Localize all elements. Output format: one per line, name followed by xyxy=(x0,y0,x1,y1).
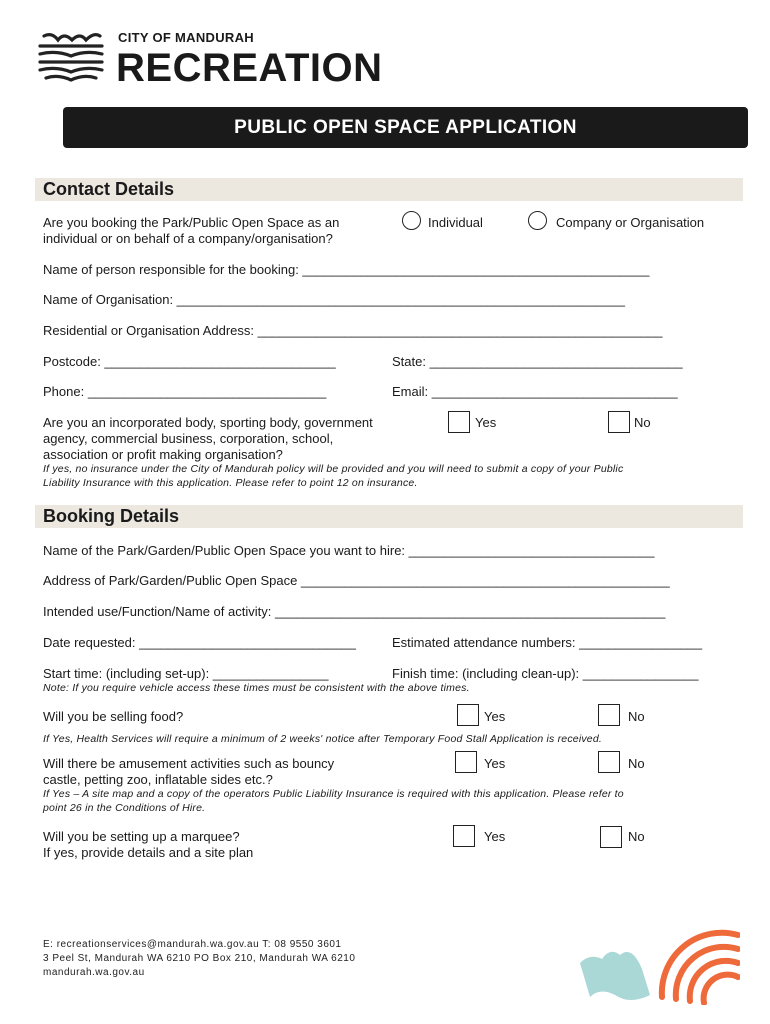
postcode-field[interactable]: Postcode: ________________________________ xyxy=(43,354,336,369)
amusement-question-line1: Will there be amusement activities such as bouncy xyxy=(43,756,335,771)
amusement-yes-checkbox[interactable] xyxy=(455,751,477,773)
incorporated-question-line3: association or profit making organisation? xyxy=(43,447,283,462)
booking-section-header xyxy=(35,505,743,528)
person-responsible-field[interactable]: Name of person responsible for the booking: ________________________________________________ xyxy=(43,262,650,277)
park-address-field[interactable]: Address of Park/Garden/Public Open Space ___________________________________________________ xyxy=(43,573,670,588)
organisation-name-field[interactable]: Name of Organisation: ______________________________________________________________ xyxy=(43,292,625,307)
amusement-note-line1: If Yes – A site map and a copy of the operators Public Liability Insurance is required with this application. Please refer to xyxy=(43,788,624,800)
finish-time-field[interactable]: Finish time: (including clean-up): ________________ xyxy=(392,666,699,681)
amusement-question-line2: castle, petting zoo, inflatable sides etc.? xyxy=(43,772,273,787)
contact-section-header xyxy=(35,178,743,201)
company-label: Company or Organisation xyxy=(556,215,705,230)
contact-heading: Contact Details xyxy=(43,179,175,199)
company-radio[interactable] xyxy=(528,211,547,230)
incorporated-yes-checkbox[interactable] xyxy=(448,411,470,433)
individual-radio[interactable] xyxy=(402,211,421,230)
incorporated-no-checkbox[interactable] xyxy=(608,411,630,433)
marquee-question-line1: Will you be setting up a marquee? xyxy=(43,829,240,844)
state-field[interactable]: State: ___________________________________ xyxy=(392,354,683,369)
amusement-note-line2: point 26 in the Conditions of Hire. xyxy=(43,802,206,814)
footer-website[interactable]: mandurah.wa.gov.au xyxy=(43,967,145,978)
email-field[interactable]: Email: __________________________________ xyxy=(392,384,678,399)
booking-type-question-line1: Are you booking the Park/Public Open Space as an xyxy=(43,215,340,230)
food-no-checkbox[interactable] xyxy=(598,704,620,726)
attendance-field[interactable]: Estimated attendance numbers: _________________ xyxy=(392,635,703,650)
form-title: PUBLIC OPEN SPACE APPLICATION xyxy=(63,107,748,148)
footer-contact: E: recreationservices@mandurah.wa.gov.au T: 08 9550 3601 xyxy=(43,939,342,950)
incorporated-question-line2: agency, commercial business, corporation, school, xyxy=(43,431,334,446)
marquee-question-line2: If yes, provide details and a site plan xyxy=(43,845,254,860)
vehicle-access-note: Note: If you require vehicle access these times must be consistent with the above times. xyxy=(43,682,470,694)
food-note: If Yes, Health Services will require a minimum of 2 weeks' notice after Temporary Food Stall Application is received. xyxy=(43,733,603,745)
logo-subtitle: CITY OF MANDURAH xyxy=(118,30,254,45)
city-logo-icon xyxy=(36,30,106,86)
amusement-no-label: No xyxy=(628,756,645,771)
insurance-note-line1: If yes, no insurance under the City of Mandurah policy will be provided and you will need to submit a copy of your Public xyxy=(43,463,624,475)
intended-use-field[interactable]: Intended use/Function/Name of activity: ______________________________________________________ xyxy=(43,604,666,619)
footer-address: 3 Peel St, Mandurah WA 6210 PO Box 210, Mandurah WA 6210 xyxy=(43,953,356,964)
start-time-field[interactable]: Start time: (including set-up): ________________ xyxy=(43,666,329,681)
marquee-yes-checkbox[interactable] xyxy=(453,825,475,847)
phone-field[interactable]: Phone: _________________________________ xyxy=(43,384,327,399)
logo-title: RECREATION xyxy=(116,46,383,90)
food-yes-label: Yes xyxy=(484,709,506,724)
amusement-no-checkbox[interactable] xyxy=(598,751,620,773)
food-no-label: No xyxy=(628,709,645,724)
marquee-no-label: No xyxy=(628,829,645,844)
booking-type-question-line2: individual or on behalf of a company/organisation? xyxy=(43,231,333,246)
address-field[interactable]: Residential or Organisation Address: ________________________________________________________ xyxy=(43,323,663,338)
incorporated-question-line1: Are you an incorporated body, sporting body, government xyxy=(43,415,373,430)
incorporated-yes-label: Yes xyxy=(475,415,497,430)
marquee-yes-label: Yes xyxy=(484,829,506,844)
food-yes-checkbox[interactable] xyxy=(457,704,479,726)
selling-food-question: Will you be selling food? xyxy=(43,709,184,724)
booking-heading: Booking Details xyxy=(43,506,180,526)
insurance-note-line2: Liability Insurance with this application. Please refer to point 12 on insurance. xyxy=(43,477,418,489)
decorative-wave-icon xyxy=(580,925,740,1005)
date-requested-field[interactable]: Date requested: ______________________________ xyxy=(43,635,357,650)
marquee-no-checkbox[interactable] xyxy=(600,826,622,848)
park-name-field[interactable]: Name of the Park/Garden/Public Open Space you want to hire: __________________________________ xyxy=(43,543,655,558)
amusement-yes-label: Yes xyxy=(484,756,506,771)
incorporated-no-label: No xyxy=(634,415,651,430)
individual-label: Individual xyxy=(428,215,483,230)
